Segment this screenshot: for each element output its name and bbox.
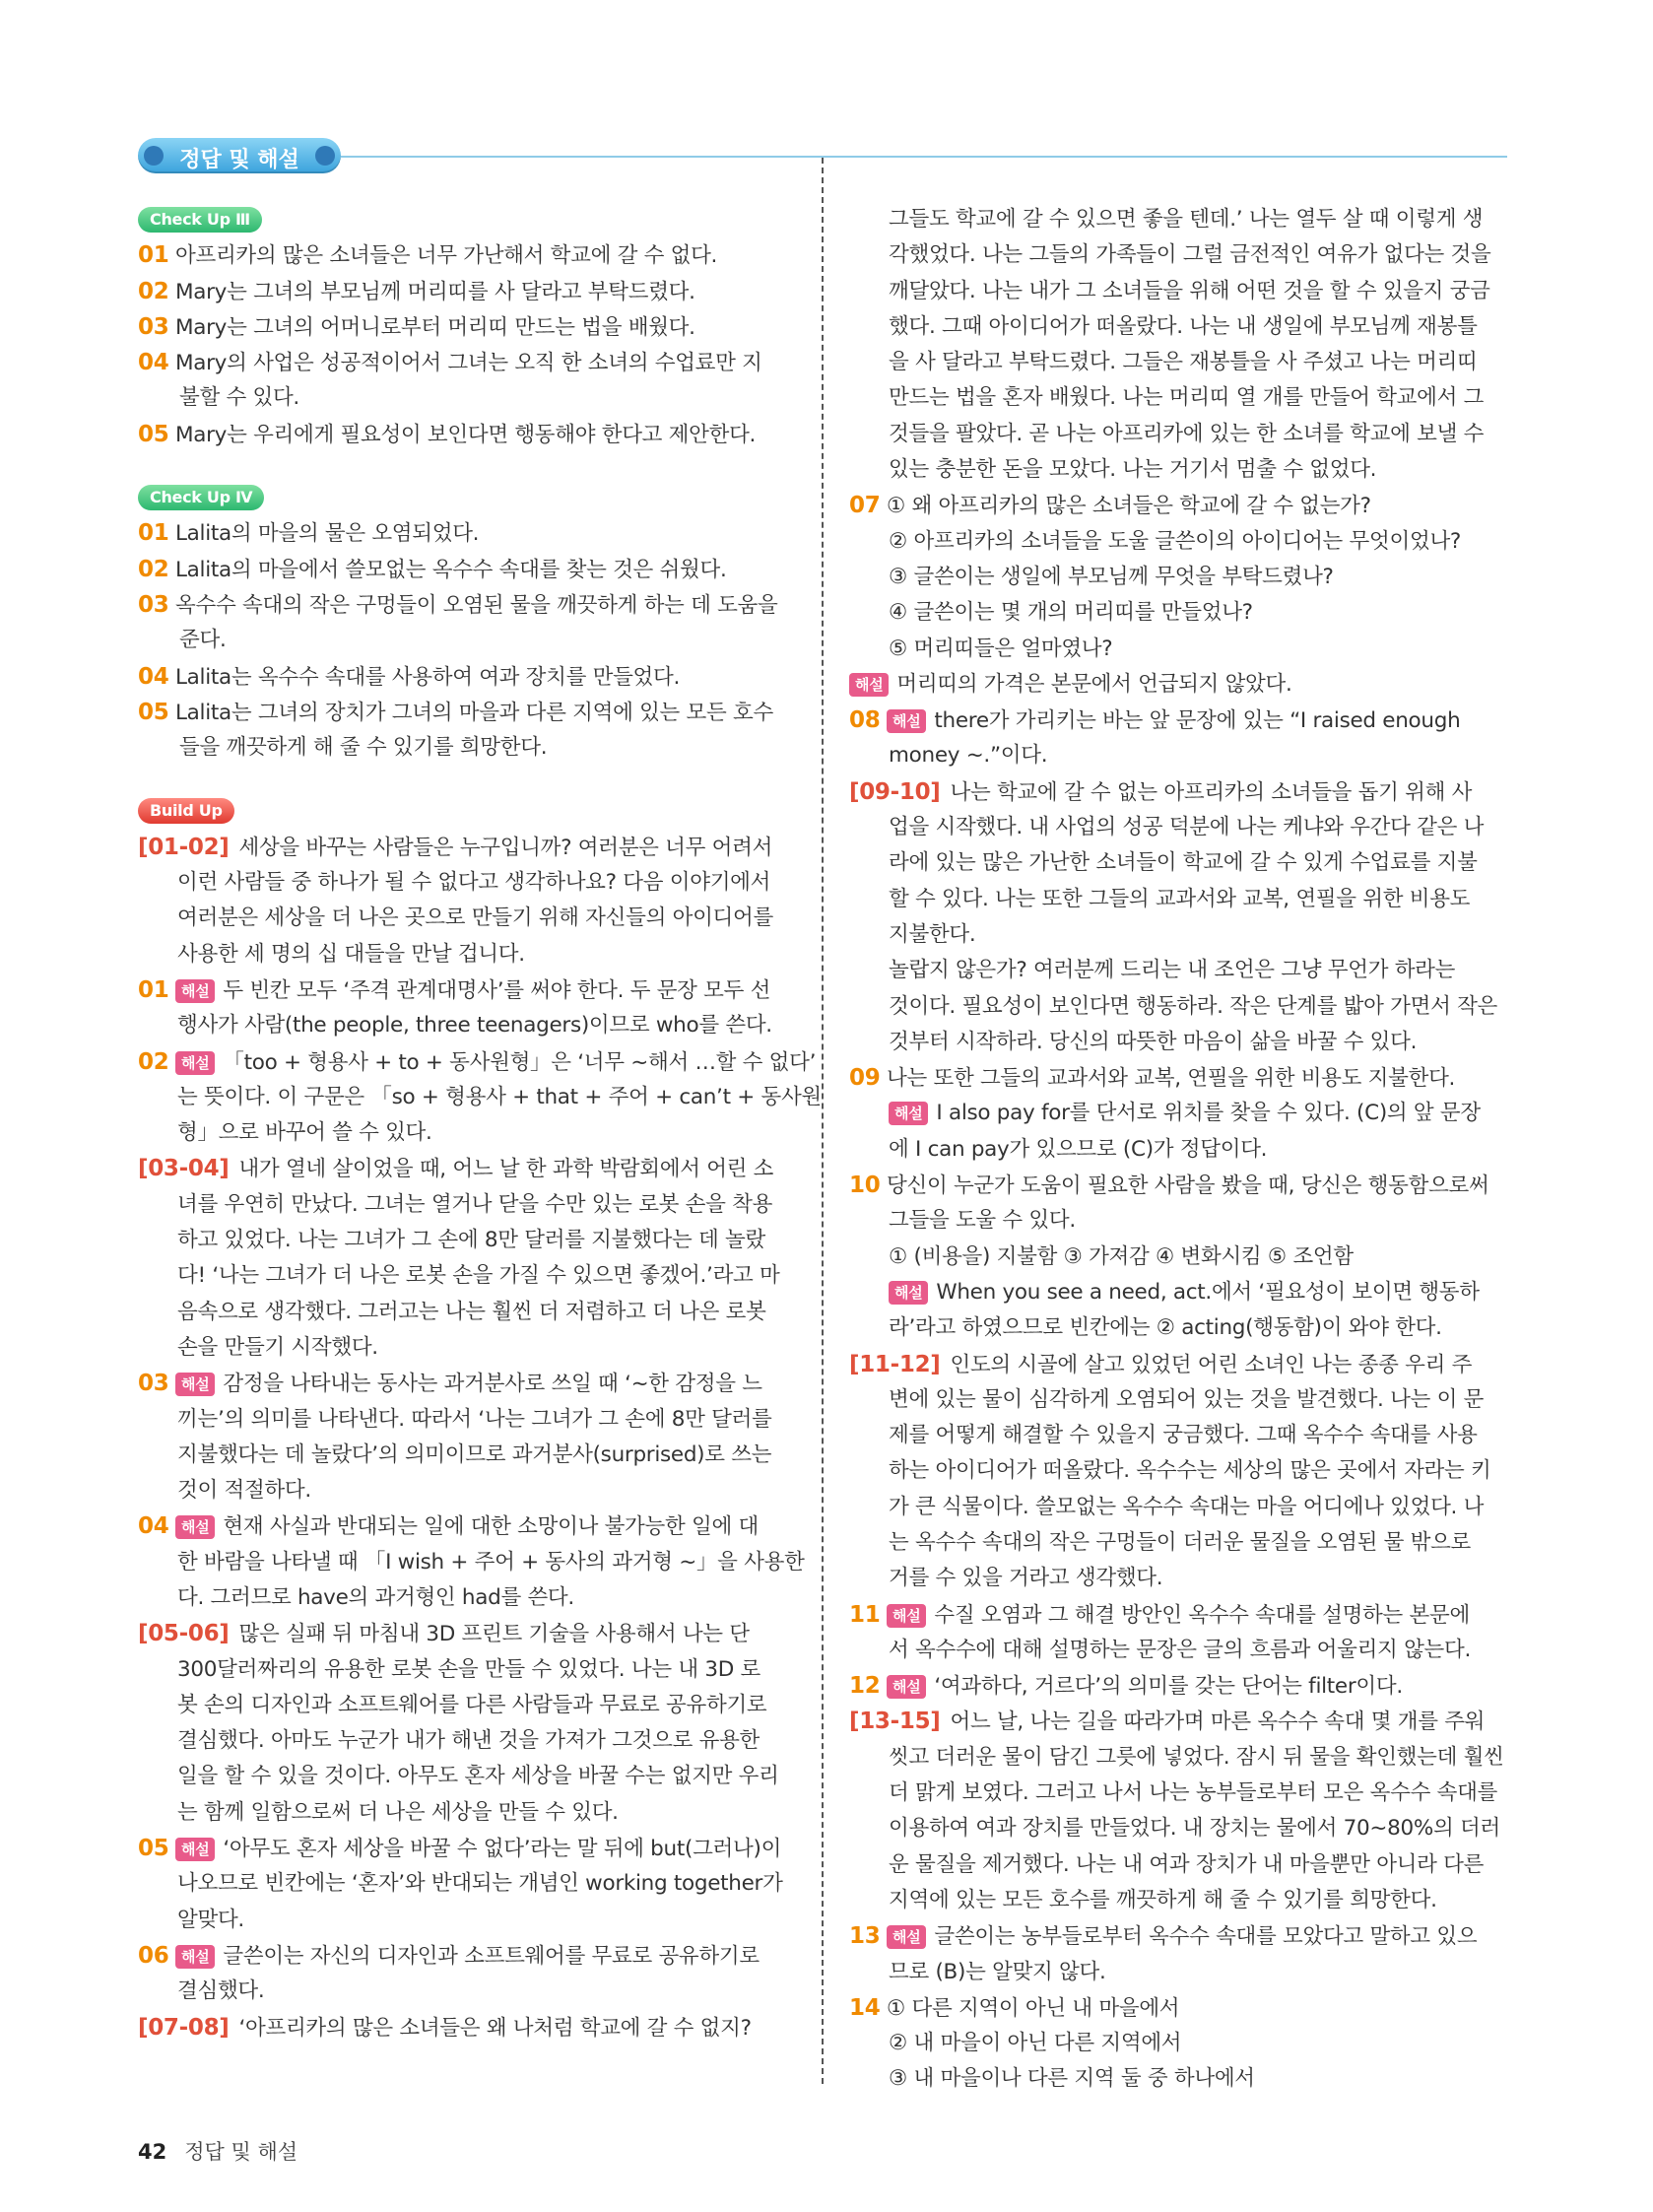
item-continuation: 불할 수 있다. <box>179 385 299 411</box>
text-line <box>849 1668 1511 1704</box>
explanation-tag: 해설 <box>887 1675 926 1699</box>
item-text: Lalita의 마을의 물은 오염되었다. <box>175 521 480 547</box>
text-line: 것이다. 필요성이 보인다면 행동하라. 작은 단계를 밟아 가면서 작은 <box>889 993 1498 1019</box>
text-line: 끼는’의 의미를 나타낸다. 따라서 ‘나는 그녀가 그 손에 8만 달러를 <box>177 1406 772 1432</box>
check-up-3-list <box>138 237 792 452</box>
line-text: ① 왜 아프리카의 많은 소녀들은 학교에 갈 수 없는가? <box>887 494 1371 519</box>
text-line: 각했었다. 나는 그들의 가족들이 그럴 금전적인 여유가 없다는 것을 <box>889 242 1491 268</box>
explanation-tag: 해설 <box>175 979 215 1003</box>
text-line: 제를 어떻게 해결할 수 있을지 궁금했다. 그때 옥수수 속대를 사용 <box>889 1423 1478 1448</box>
line-text: 나는 또한 그들의 교과서와 교복, 연필을 위한 비용도 지불한다. <box>887 1066 1456 1092</box>
text-line: 여러분은 세상을 더 나은 곳으로 만들기 위해 자신들의 아이디어를 <box>177 905 773 931</box>
text-line: 운 물질을 제거했다. 나는 내 여과 장치가 내 마을뿐만 아니라 다른 <box>889 1851 1485 1877</box>
badge-cap-right <box>315 146 335 166</box>
text-line <box>849 1060 1511 1096</box>
item-number: 11 <box>849 1601 881 1628</box>
text-line: 것이 적절하다. <box>177 1478 311 1504</box>
line-text: ‘아프리카의 많은 소녀들은 왜 나처럼 학교에 갈 수 없지? <box>238 2015 752 2041</box>
item-number: 08 <box>849 707 881 734</box>
line-text: 수질 오염과 그 해결 방안인 옥수수 속대를 설명하는 본문에 <box>934 1602 1470 1628</box>
line-text: 글쓴이는 농부들로부터 옥수수 속대를 모았다고 말하고 있으 <box>934 1924 1478 1950</box>
text-line: 씻고 더러운 물이 담긴 그릇에 넣었다. 잠시 뒤 물을 확인했는데 훨씬 <box>889 1744 1504 1770</box>
item-number: 13 <box>849 1923 881 1950</box>
text-line: 한 바람을 나타낼 때 「I wish + 주어 + 동사의 과거형 ~」을 사용한 <box>177 1549 805 1575</box>
text-line: 는 함께 일함으로써 더 나은 세상을 만들 수 있다. <box>177 1799 619 1825</box>
line-text: 나는 학교에 갈 수 없는 아프리카의 소녀들을 돕기 위해 사 <box>950 779 1473 805</box>
item-number: 05 <box>138 1836 169 1862</box>
text-line <box>849 774 1511 810</box>
line-text: 내가 열네 살이었을 때, 어느 날 한 과학 박람회에서 어린 소 <box>238 1157 774 1182</box>
text-line <box>138 1151 792 1186</box>
explanation-tag: 해설 <box>175 1945 215 1969</box>
text-line: ③ 내 마을이나 다른 지역 둘 중 하나에서 <box>889 2066 1255 2092</box>
text-line <box>849 488 1511 523</box>
page-footer <box>138 2136 298 2166</box>
answer-item <box>138 417 792 452</box>
text-line: 행사가 사람(the people, three teenagers)이므로 who를 쓴다. <box>177 1013 772 1039</box>
explanation-tag: 해설 <box>175 1051 215 1075</box>
explanation-tag: 해설 <box>887 709 926 733</box>
text-line: 할 수 있다. 나는 또한 그들의 교과서와 교복, 연필을 위한 비용도 <box>889 886 1471 911</box>
line-text: ‘아무도 혼자 세상을 바꿀 수 없다’라는 말 뒤에 but(그러나)이 <box>223 1837 782 1862</box>
text-line: 업을 시작했다. 내 사업의 성공 덕분에 나는 케냐와 우간다 같은 나 <box>889 815 1485 840</box>
text-line <box>138 972 792 1008</box>
text-line: 있는 충분한 돈을 모았다. 나는 거기서 멈출 수 없었다. <box>889 457 1377 483</box>
text-line: 음속으로 생각했다. 그러고는 나는 훨씬 더 저렴하고 더 나은 로봇 <box>177 1299 766 1324</box>
explanation-tag: 해설 <box>175 1373 215 1396</box>
line-text: 머리띠의 가격은 본문에서 언급되지 않았다. <box>896 671 1292 697</box>
text-line <box>138 1366 792 1401</box>
text-line: ③ 글쓴이는 생일에 부모님께 무엇을 부탁드렸나? <box>889 564 1334 589</box>
text-line <box>849 1347 1511 1382</box>
text-line: 봇 손의 디자인과 소프트웨어를 다른 사람들과 무료로 공유하기로 <box>177 1692 767 1717</box>
text-line: 는 뜻이다. 이 구문은 「so + 형용사 + that + 주어 + can’t + 동사원 <box>177 1084 822 1109</box>
text-line: 깨달았다. 나는 내가 그 소녀들을 위해 어떤 것을 할 수 있을지 궁금 <box>889 278 1490 303</box>
item-number: 05 <box>138 421 169 447</box>
line-text: ① 다른 지역이 아닌 내 마을에서 <box>887 1995 1180 2021</box>
item-number: 04 <box>138 663 169 690</box>
left-column <box>138 202 822 2045</box>
line-text: 「too + 형용사 + to + 동사원형」은 ‘너무 ~해서 …할 수 없다’ <box>223 1049 817 1075</box>
item-number: 09 <box>849 1065 881 1092</box>
answer-item <box>138 695 792 730</box>
passage-range: [09-10] <box>849 778 941 805</box>
item-number: 01 <box>138 242 169 269</box>
check-up-3-badge: Check Up Ⅲ <box>138 207 262 233</box>
explanation-tag: 해설 <box>889 1102 928 1125</box>
explanation-tag: 해설 <box>887 1604 926 1628</box>
text-line: 결심했다. <box>177 1978 265 2004</box>
text-line: 것들을 팔았다. 곧 나는 아프리카에 있는 한 소녀를 학교에 보낼 수 <box>889 421 1485 446</box>
text-line: 을 사 달라고 부탁드렸다. 그들은 재봉틀을 사 주셨고 나는 머리띠 <box>889 350 1478 375</box>
item-continuation: 들을 깨끗하게 해 줄 수 있기를 희망한다. <box>179 735 548 761</box>
text-line <box>138 1831 792 1866</box>
text-line: ② 내 마을이 아닌 다른 지역에서 <box>889 2031 1182 2056</box>
text-line <box>138 1616 792 1651</box>
text-line: 나오므로 빈칸에는 ‘혼자’와 반대되는 개념인 working together가 <box>177 1871 783 1897</box>
text-line: 것부터 시작하라. 당신의 따뜻한 마음이 삶을 바꿀 수 있다. <box>889 1029 1418 1054</box>
text-line <box>849 703 1511 738</box>
text-line <box>849 1918 1511 1954</box>
explanation-tag: 해설 <box>175 1838 215 1861</box>
line-text: 세상을 바꾸는 사람들은 누구입니까? 여러분은 너무 어려서 <box>238 835 773 860</box>
text-line: 라’라고 하였으므로 빈칸에는 ② acting(행동함)이 와야 한다. <box>889 1315 1442 1341</box>
text-line: ④ 글쓴이는 몇 개의 머리띠를 만들었나? <box>889 600 1253 626</box>
text-line <box>849 1096 1511 1131</box>
item-number: 04 <box>138 350 169 376</box>
answer-item <box>138 274 792 309</box>
passage-range: [07-08] <box>138 2014 230 2041</box>
explanation-tag: 해설 <box>889 1281 928 1305</box>
text-line: ① (비용을) 지불함 ③ 가져감 ④ 변화시킴 ⑤ 조언함 <box>889 1243 1354 1269</box>
item-number: 03 <box>138 591 169 618</box>
explanation-tag: 해설 <box>887 1925 926 1949</box>
passage-range: [01-02] <box>138 834 230 860</box>
text-line: 이런 사람들 중 하나가 될 수 없다고 생각하나요? 다음 이야기에서 <box>177 870 771 896</box>
item-number: 01 <box>138 520 169 547</box>
text-line <box>849 1597 1511 1633</box>
item-continuation: 준다. <box>179 628 227 653</box>
text-line: 거를 수 있을 거라고 생각했다. <box>889 1566 1163 1591</box>
section-title: 정답 및 해설 <box>179 148 299 172</box>
text-line <box>849 1168 1511 1203</box>
header-rule <box>341 156 1507 158</box>
text-line: 가 큰 식물이다. 쓸모없는 옥수수 속대는 마을 어디에나 있었다. 나 <box>889 1494 1485 1519</box>
item-number: 07 <box>849 493 881 519</box>
item-text: Mary는 그녀의 부모님께 머리띠를 사 달라고 부탁드렸다. <box>175 279 695 304</box>
item-number: 12 <box>849 1673 881 1700</box>
footer-label: 정답 및 해설 <box>184 2140 298 2164</box>
text-line: 지역에 있는 모든 호수를 깨끗하게 해 줄 수 있기를 희망한다. <box>889 1887 1437 1912</box>
item-number: 02 <box>138 556 169 582</box>
line-text: 두 빈칸 모두 ‘주격 관계대명사’를 써야 한다. 두 문장 모두 선 <box>223 977 771 1003</box>
text-line: 이용하여 여과 장치를 만들었다. 내 장치는 물에서 70~80%의 더러 <box>889 1816 1500 1842</box>
item-text: 옥수수 속대의 작은 구멍들이 오염된 물을 깨끗하게 하는 데 도움을 <box>175 592 778 618</box>
passage-range: [11-12] <box>849 1351 941 1377</box>
text-line: 는 옥수수 속대의 작은 구멍들이 더러운 물질을 오염된 물 밖으로 <box>889 1529 1472 1555</box>
item-text: Mary는 우리에게 필요성이 보인다면 행동해야 한다고 제안한다. <box>175 422 757 447</box>
text-line: 그들도 학교에 갈 수 있으면 좋을 텐데.’ 나는 열두 살 때 이렇게 생 <box>889 207 1484 232</box>
item-number: 03 <box>138 1371 169 1397</box>
passage-range: [13-15] <box>849 1709 941 1735</box>
text-line: 하는 아이디어가 떠올랐다. 옥수수는 세상의 많은 곳에서 자라는 키 <box>889 1458 1491 1484</box>
line-text: When you see a need, act.에서 ‘필요성이 보이면 행동하 <box>936 1279 1480 1305</box>
text-line: 300달러짜리의 유용한 로봇 손을 만들 수 있었다. 나는 내 3D 로 <box>177 1656 760 1682</box>
line-text: I also pay for를 단서로 위치를 찾을 수 있다. (C)의 앞 문장 <box>936 1101 1481 1126</box>
column-divider <box>822 158 824 2084</box>
text-line: 지불한다. <box>889 921 976 947</box>
passage-range: [03-04] <box>138 1156 230 1182</box>
answer-item <box>138 659 792 695</box>
page-number: 42 <box>138 2140 167 2164</box>
text-line <box>849 667 1511 703</box>
explanation-tag: 해설 <box>849 673 889 697</box>
item-number: 02 <box>138 1048 169 1075</box>
item-number: 06 <box>138 1942 169 1969</box>
check-up-4-list <box>138 515 792 766</box>
text-line: 결심했다. 아마도 누군가 내가 해낸 것을 가져가 그것으로 유용한 <box>177 1728 760 1754</box>
line-text: there가 가리키는 바는 앞 문장에 있는 “I raised enough <box>934 708 1461 734</box>
item-text: Mary의 사업은 성공적이어서 그녀는 오직 한 소녀의 수업료만 지 <box>175 351 762 376</box>
text-line: 더 맑게 보였다. 그러고 나서 나는 농부들로부터 모은 옥수수 속대를 <box>889 1780 1498 1806</box>
line-text: 인도의 시골에 살고 있었던 어린 소녀인 나는 종종 우리 주 <box>950 1352 1473 1377</box>
text-line <box>849 1704 1511 1739</box>
line-text: 감정을 나타내는 동사는 과거분사로 쓰일 때 ‘~한 감정을 느 <box>223 1372 762 1397</box>
text-line: 놀랍지 않은가? 여러분께 드리는 내 조언은 그냥 무언가 하라는 <box>889 958 1456 983</box>
item-text: Lalita는 그녀의 장치가 그녀의 마을과 다른 지역에 있는 모든 호수 <box>175 700 773 725</box>
text-line: ② 아프리카의 소녀들을 도울 글쓴이의 아이디어는 무엇이었나? <box>889 528 1462 554</box>
text-line: 일을 할 수 있을 것이다. 아무도 혼자 세상을 바꿀 수는 없지만 우리 <box>177 1764 779 1789</box>
text-line: 형」으로 바꾸어 쓸 수 있다. <box>177 1120 432 1146</box>
text-line <box>138 2010 792 2045</box>
build-up-badge: Build Up <box>138 798 234 824</box>
right-column <box>849 202 1511 2098</box>
explanation-tag: 해설 <box>175 1515 215 1539</box>
text-line: ⑤ 머리띠들은 얼마였나? <box>889 636 1113 661</box>
text-line: 했다. 그때 아이디어가 떠올랐다. 나는 내 생일에 부모님께 재봉틀 <box>889 313 1478 339</box>
text-line <box>849 1990 1511 2026</box>
item-text: Lalita는 옥수수 속대를 사용하여 여과 장치를 만들었다. <box>175 664 681 690</box>
text-line <box>138 830 792 865</box>
answer-item <box>138 345 792 380</box>
answer-item <box>138 515 792 551</box>
text-line: 서 옥수수에 대해 설명하는 문장은 글의 흐름과 어울리지 않는다. <box>889 1637 1472 1662</box>
text-line: 변에 있는 물이 심각하게 오염되어 있는 것을 발견했다. 나는 이 문 <box>889 1386 1485 1412</box>
line-text: 당신이 누군가 도움이 필요한 사람을 봤을 때, 당신은 행동함으로써 <box>887 1173 1489 1199</box>
text-line: 라에 있는 많은 가난한 소녀들이 학교에 갈 수 있게 수업료를 지불 <box>889 850 1478 876</box>
badge-cap-left <box>144 146 164 166</box>
item-text: 아프리카의 많은 소녀들은 너무 가난해서 학교에 갈 수 없다. <box>175 243 718 269</box>
text-line: 하고 있었다. 나는 그녀가 그 손에 8만 달러를 지불했다는 데 놀랐 <box>177 1228 765 1253</box>
text-line: 알맞다. <box>177 1907 244 1932</box>
item-text: Mary는 그녀의 어머니로부터 머리띠 만드는 법을 배웠다. <box>175 314 695 340</box>
text-line: 손을 만들기 시작했다. <box>177 1334 378 1360</box>
text-line: 므로 (B)는 알맞지 않다. <box>889 1959 1106 1984</box>
item-number: 04 <box>138 1513 169 1540</box>
section-header-badge <box>138 138 341 173</box>
text-line <box>849 1275 1511 1310</box>
text-line: 에 I can pay가 있으므로 (C)가 정답이다. <box>889 1136 1268 1162</box>
text-line <box>138 1938 792 1974</box>
line-text: 글쓴이는 자신의 디자인과 소프트웨어를 무료로 공유하기로 <box>223 1943 760 1969</box>
check-up-4-badge: Check Up Ⅳ <box>138 485 264 510</box>
line-text: ‘여과하다, 거르다’의 의미를 갖는 단어는 filter이다. <box>934 1674 1403 1700</box>
answer-item <box>138 552 792 587</box>
build-up-content <box>138 830 822 2045</box>
text-line: 그들을 도울 수 있다. <box>889 1208 1076 1234</box>
text-line: 사용한 세 명의 십 대들을 만날 겁니다. <box>177 941 525 967</box>
line-text: 많은 실패 뒤 마침내 3D 프린트 기술을 사용해서 나는 단 <box>238 1622 750 1647</box>
text-line: 다! ‘나는 그녀가 더 나은 로봇 손을 가질 수 있으면 좋겠어.’라고 마 <box>177 1263 780 1289</box>
item-number: 14 <box>849 1994 881 2021</box>
text-line: 다. 그러므로 have의 과거형인 had를 쓴다. <box>177 1584 574 1610</box>
item-number: 03 <box>138 313 169 340</box>
answer-content <box>849 202 1511 2098</box>
text-line <box>138 1044 817 1080</box>
answer-item <box>138 237 792 273</box>
item-number: 01 <box>138 976 169 1003</box>
item-text: Lalita의 마을에서 쓸모없는 옥수수 속대를 찾는 것은 쉬웠다. <box>175 557 727 582</box>
text-line: 녀를 우연히 만났다. 그녀는 열거나 닫을 수만 있는 로봇 손을 착용 <box>177 1191 773 1217</box>
line-text: 어느 날, 나는 길을 따라가며 마른 옥수수 속대 몇 개를 주워 <box>950 1709 1486 1735</box>
item-number: 02 <box>138 278 169 304</box>
text-line: money ~.”이다. <box>889 743 1048 769</box>
passage-range: [05-06] <box>138 1621 230 1647</box>
text-line <box>138 1508 792 1544</box>
item-number: 10 <box>849 1173 881 1199</box>
answer-item <box>138 309 792 345</box>
text-line: 만드는 법을 혼자 배웠다. 나는 머리띠 열 개를 만들어 학교에서 그 <box>889 385 1485 411</box>
text-line: 지불했다는 데 놀랐다’의 의미이므로 과거분사(surprised)로 쓰는 <box>177 1441 772 1467</box>
line-text: 현재 사실과 반대되는 일에 대한 소망이나 불가능한 일에 대 <box>223 1514 759 1540</box>
item-number: 05 <box>138 699 169 725</box>
answer-item <box>138 587 792 623</box>
